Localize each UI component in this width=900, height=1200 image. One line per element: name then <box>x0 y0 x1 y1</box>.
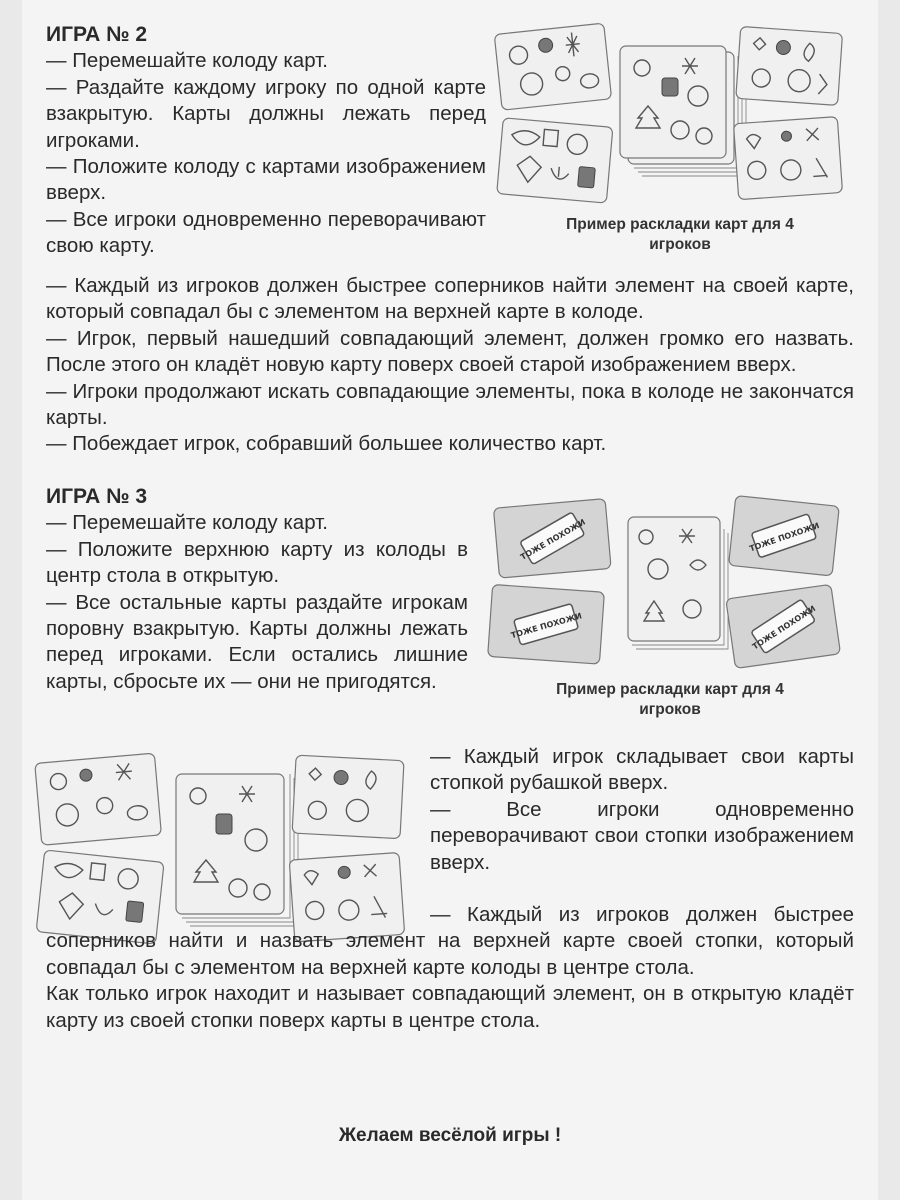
center-deck <box>620 46 746 176</box>
player-card-top-left <box>494 23 611 110</box>
player-card-bottom-left <box>497 118 613 203</box>
game3-caption: Пример раскладки карт для 4 игроков <box>556 681 784 718</box>
game2-section <box>46 22 486 260</box>
back-card-top-right <box>729 496 840 576</box>
game3-section <box>46 484 468 695</box>
game3-step-4: — Каждый игрок складывает свои карты стопкой рубашкой вверх. <box>430 745 854 795</box>
game2-caption: Пример раскладки карт для 4 игроков <box>566 216 794 253</box>
game3-step-7: Как только игрок находит и называет совпадающий элемент, он в открытую кладёт карту из своей стопки поверх карты в центре стола. <box>46 982 854 1032</box>
game2-card-layout-illustration <box>490 18 850 208</box>
game3-step-6: — Каждый из игроков должен быстрее соперников найти и назвать элемент на верхней карте своей стопки, который совпадал бы с элементом на верхней карте колоды в центре стола. <box>46 903 854 979</box>
game2-step-7: — Игроки продолжают искать совпадающие элементы, пока в колоде не закончатся карты. <box>46 379 854 430</box>
player-card-top-right <box>736 26 843 105</box>
back-card-text-4: ТОЖЕ ПОХОЖИ <box>750 603 818 652</box>
game3-section-right <box>430 744 854 876</box>
back-card-bottom-left <box>488 584 605 664</box>
game2-step-8: — Побеждает игрок, собравший большее количество карт. <box>46 432 607 456</box>
game2-step-4: — Все игроки одновременно переворачивают свою карту. <box>46 207 486 258</box>
game3-center-deck <box>628 517 728 649</box>
game3-step-2: — Положите верхнюю карту из колоды в центр стола в открытую. <box>46 537 468 588</box>
game2-step-6: — Игрок, первый нашедший совпадающий элемент, должен громко его назвать. После этого он кладёт новую карту поверх своей старой изображением вверх. <box>46 326 854 377</box>
game3-step-5: — Все игроки одновременно переворачивают свои стопки изображением вверх. <box>430 797 854 874</box>
game2-title: ИГРА № 2 <box>46 23 148 46</box>
game3-section-bottom <box>46 902 854 1034</box>
player-card-bottom-right <box>733 117 842 200</box>
back-card-text-1: ТОЖЕ ПОХОЖИ <box>519 517 588 562</box>
game3-step-1: — Перемешайте колоду карт. <box>46 511 328 535</box>
game2-step-3: — Положите колоду с картами изображением вверх. <box>46 155 486 205</box>
back-card-text-3: ТОЖЕ ПОХОЖИ <box>748 521 821 554</box>
back-card-top-left <box>493 499 611 578</box>
back-card-bottom-right <box>726 584 841 668</box>
game3-step-3: — Все остальные карты раздайте игрокам поровну взакрытую. Карты должны лежать перед игроками. Если остались лишние карты, сбросьте их — они не пригодятся. <box>46 590 468 693</box>
face-card-top-left <box>35 753 162 845</box>
game3-card-backs-illustration <box>486 495 846 675</box>
game2-step-5: — Каждый из игроков должен быстрее соперников найти элемент на своей карте, который совпадал бы с элементом на верхней карте в колоде. <box>46 274 854 324</box>
game3-title: ИГРА № 3 <box>46 485 148 508</box>
game2-section-wide <box>46 273 854 458</box>
back-card-text-2: ТОЖЕ ПОХОЖИ <box>509 611 583 641</box>
face-card-top-right <box>292 755 404 839</box>
closing-wish: Желаем весёлой игры ! <box>338 1125 562 1146</box>
game2-step-1: — Перемешайте колоду карт. <box>46 49 328 73</box>
game2-step-2: — Раздайте каждому игроку по одной карте взакрытую. Карты должны лежать перед игроками. <box>46 75 486 152</box>
